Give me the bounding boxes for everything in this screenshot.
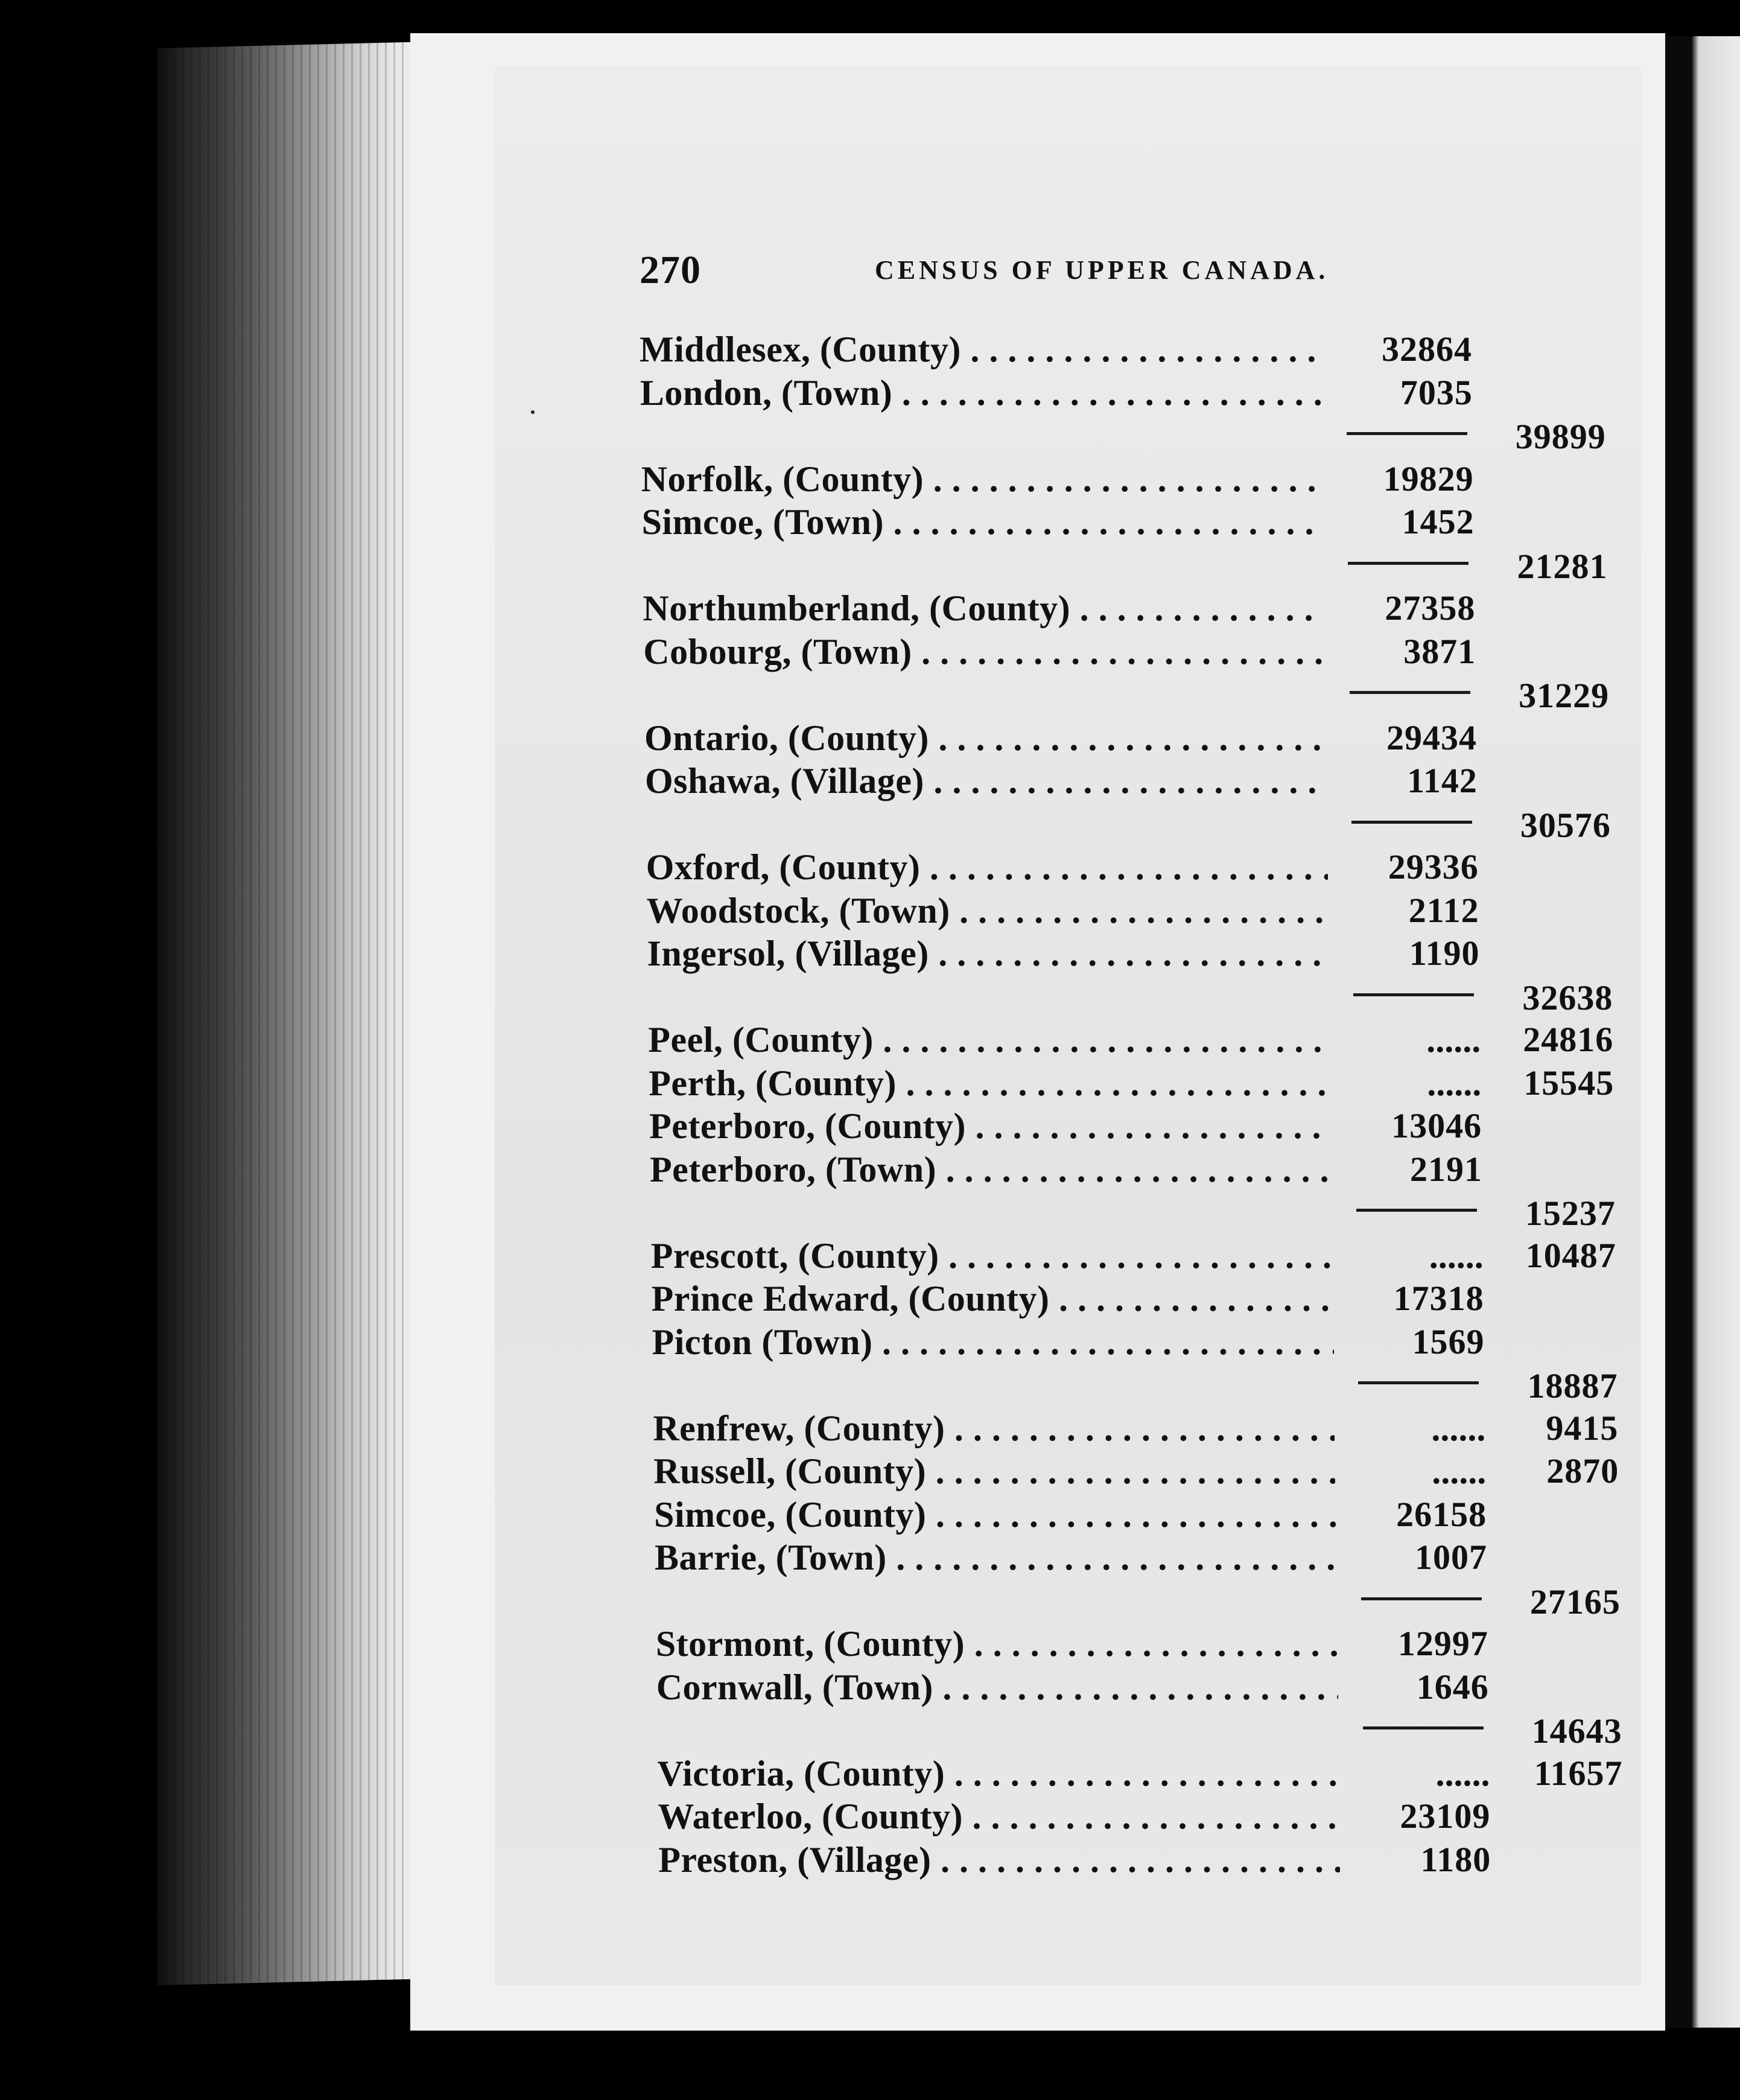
table-row <box>0 459 1740 502</box>
dot-leader: ...... <box>1435 1753 1490 1793</box>
place-label: Victoria, (County) . . . <box>657 1753 1339 1795</box>
table-row <box>0 1278 1740 1322</box>
place-label: Ingersol, (Village) . . . <box>647 933 1329 975</box>
population-value: 26158 <box>1396 1494 1487 1534</box>
place-label: Norfolk, (County) . . . <box>641 459 1323 500</box>
place-label: Prescott, (County) . . . <box>651 1235 1333 1277</box>
population-value: 23109 <box>1400 1796 1491 1836</box>
page-number: 270 <box>640 248 701 292</box>
place-label: Middlesex, (County) . . . <box>640 329 1321 371</box>
table-row <box>0 588 1740 631</box>
population-value: 12997 <box>1397 1624 1488 1663</box>
subtotal-row <box>0 675 1740 719</box>
place-label: Perth, (County) . . . <box>649 1063 1330 1104</box>
population-total: 14643 <box>1531 1711 1622 1751</box>
population-total: 39899 <box>1515 417 1606 456</box>
place-label: London, (Town) . . . <box>640 372 1322 414</box>
population-total: 18887 <box>1527 1366 1618 1405</box>
table-row <box>0 847 1740 890</box>
subtotal-row <box>0 416 1740 460</box>
place-label: Peterboro, (Town) . . . <box>650 1149 1332 1191</box>
table-row <box>0 1149 1740 1192</box>
place-label: Russell, (County) . . . <box>653 1451 1335 1492</box>
table-row <box>0 1753 1740 1796</box>
population-value: 2191 <box>1409 1149 1482 1189</box>
population-value: 19829 <box>1383 459 1474 498</box>
table-row <box>0 1019 1740 1063</box>
population-total: 2870 <box>1546 1451 1619 1491</box>
table-row <box>0 1537 1740 1580</box>
place-label: Renfrew, (County) . . . <box>653 1408 1335 1449</box>
table-row <box>0 1063 1740 1106</box>
table-row <box>0 372 1740 416</box>
table-row <box>0 1451 1740 1494</box>
place-label: Northumberland, (County) . . . <box>643 588 1324 629</box>
population-total: 9415 <box>1546 1408 1619 1448</box>
population-value: 27358 <box>1385 588 1476 628</box>
place-label: Ontario, (County) . . . <box>644 718 1326 759</box>
population-value: 17318 <box>1393 1279 1484 1318</box>
place-label: Prince Edward, (County) . . . <box>652 1278 1333 1320</box>
population-value: 1007 <box>1415 1538 1488 1577</box>
running-head <box>640 247 1364 296</box>
place-label: Stormont, (County) . . . <box>656 1623 1338 1665</box>
population-total: 15237 <box>1525 1194 1616 1233</box>
table-row <box>0 1667 1740 1710</box>
table-row <box>0 718 1740 761</box>
place-label: Simcoe, (County) . . . <box>654 1494 1336 1536</box>
population-value: 1452 <box>1402 502 1475 541</box>
subtotal-row <box>0 1193 1740 1236</box>
population-value: 1569 <box>1412 1322 1485 1361</box>
table-row <box>0 890 1740 934</box>
page-title: CENSUS OF UPPER CANADA. <box>875 255 1329 285</box>
population-value: 1190 <box>1409 934 1480 973</box>
table-row <box>0 329 1740 372</box>
table-row <box>0 1106 1740 1149</box>
place-label: Picton (Town) . . . <box>652 1322 1334 1363</box>
subtotal-row <box>0 978 1740 1021</box>
table-row <box>0 501 1740 545</box>
place-label: Peel, (County) . . . <box>648 1019 1330 1061</box>
dot-leader: ...... <box>1432 1451 1487 1491</box>
place-label: Preston, (Village) . . . <box>658 1839 1340 1881</box>
table-row <box>0 1322 1740 1365</box>
population-total: 30576 <box>1520 805 1611 845</box>
place-label: Waterloo, (County) . . . <box>658 1796 1339 1838</box>
dot-leader: ...... <box>1427 1063 1482 1103</box>
subtotal-row <box>0 805 1740 848</box>
place-label: Peterboro, (County) . . . <box>649 1106 1331 1147</box>
table-row <box>0 760 1740 804</box>
population-value: 1646 <box>1416 1667 1489 1707</box>
dot-leader: ...... <box>1431 1408 1486 1448</box>
table-row <box>0 1839 1740 1883</box>
population-total: 31229 <box>1519 676 1610 715</box>
dot-leader: ...... <box>1426 1020 1481 1060</box>
population-total: 21281 <box>1517 546 1608 586</box>
dot-leader: ...... <box>1429 1235 1484 1276</box>
table-row <box>0 1494 1740 1538</box>
population-value: 1180 <box>1420 1839 1491 1879</box>
population-total: 32638 <box>1522 978 1613 1017</box>
table-row <box>0 933 1740 976</box>
population-value: 13046 <box>1391 1106 1482 1145</box>
population-value: 1142 <box>1407 761 1478 800</box>
subtotal-row <box>0 1711 1740 1754</box>
population-total: 11657 <box>1534 1753 1623 1793</box>
place-label: Cornwall, (Town) . . . <box>656 1667 1338 1708</box>
place-label: Woodstock, (Town) . . . <box>647 890 1329 932</box>
table-row <box>0 1235 1740 1279</box>
population-value: 3871 <box>1403 631 1476 671</box>
place-label: Barrie, (Town) . . . <box>655 1537 1336 1579</box>
table-row <box>0 1796 1740 1839</box>
population-total: 15545 <box>1523 1063 1615 1102</box>
population-total: 10487 <box>1525 1235 1616 1275</box>
population-value: 7035 <box>1400 372 1473 412</box>
subtotal-row <box>0 1366 1740 1409</box>
population-value: 29434 <box>1386 718 1478 757</box>
population-value: 32864 <box>1382 329 1472 369</box>
table-row <box>0 1408 1740 1451</box>
place-label: Oshawa, (Village) . . . <box>645 760 1327 802</box>
population-value: 2112 <box>1408 890 1479 930</box>
place-label: Simcoe, (Town) . . . <box>642 501 1324 543</box>
subtotal-row <box>0 546 1740 590</box>
population-total: 24816 <box>1523 1020 1614 1059</box>
place-label: Oxford, (County) . . . <box>646 847 1328 888</box>
population-total: 27165 <box>1529 1582 1621 1621</box>
subtotal-row <box>0 1582 1740 1625</box>
table-row <box>0 1623 1740 1667</box>
table-row <box>0 631 1740 675</box>
population-value: 29336 <box>1388 847 1479 886</box>
place-label: Cobourg, (Town) . . . <box>643 631 1325 673</box>
